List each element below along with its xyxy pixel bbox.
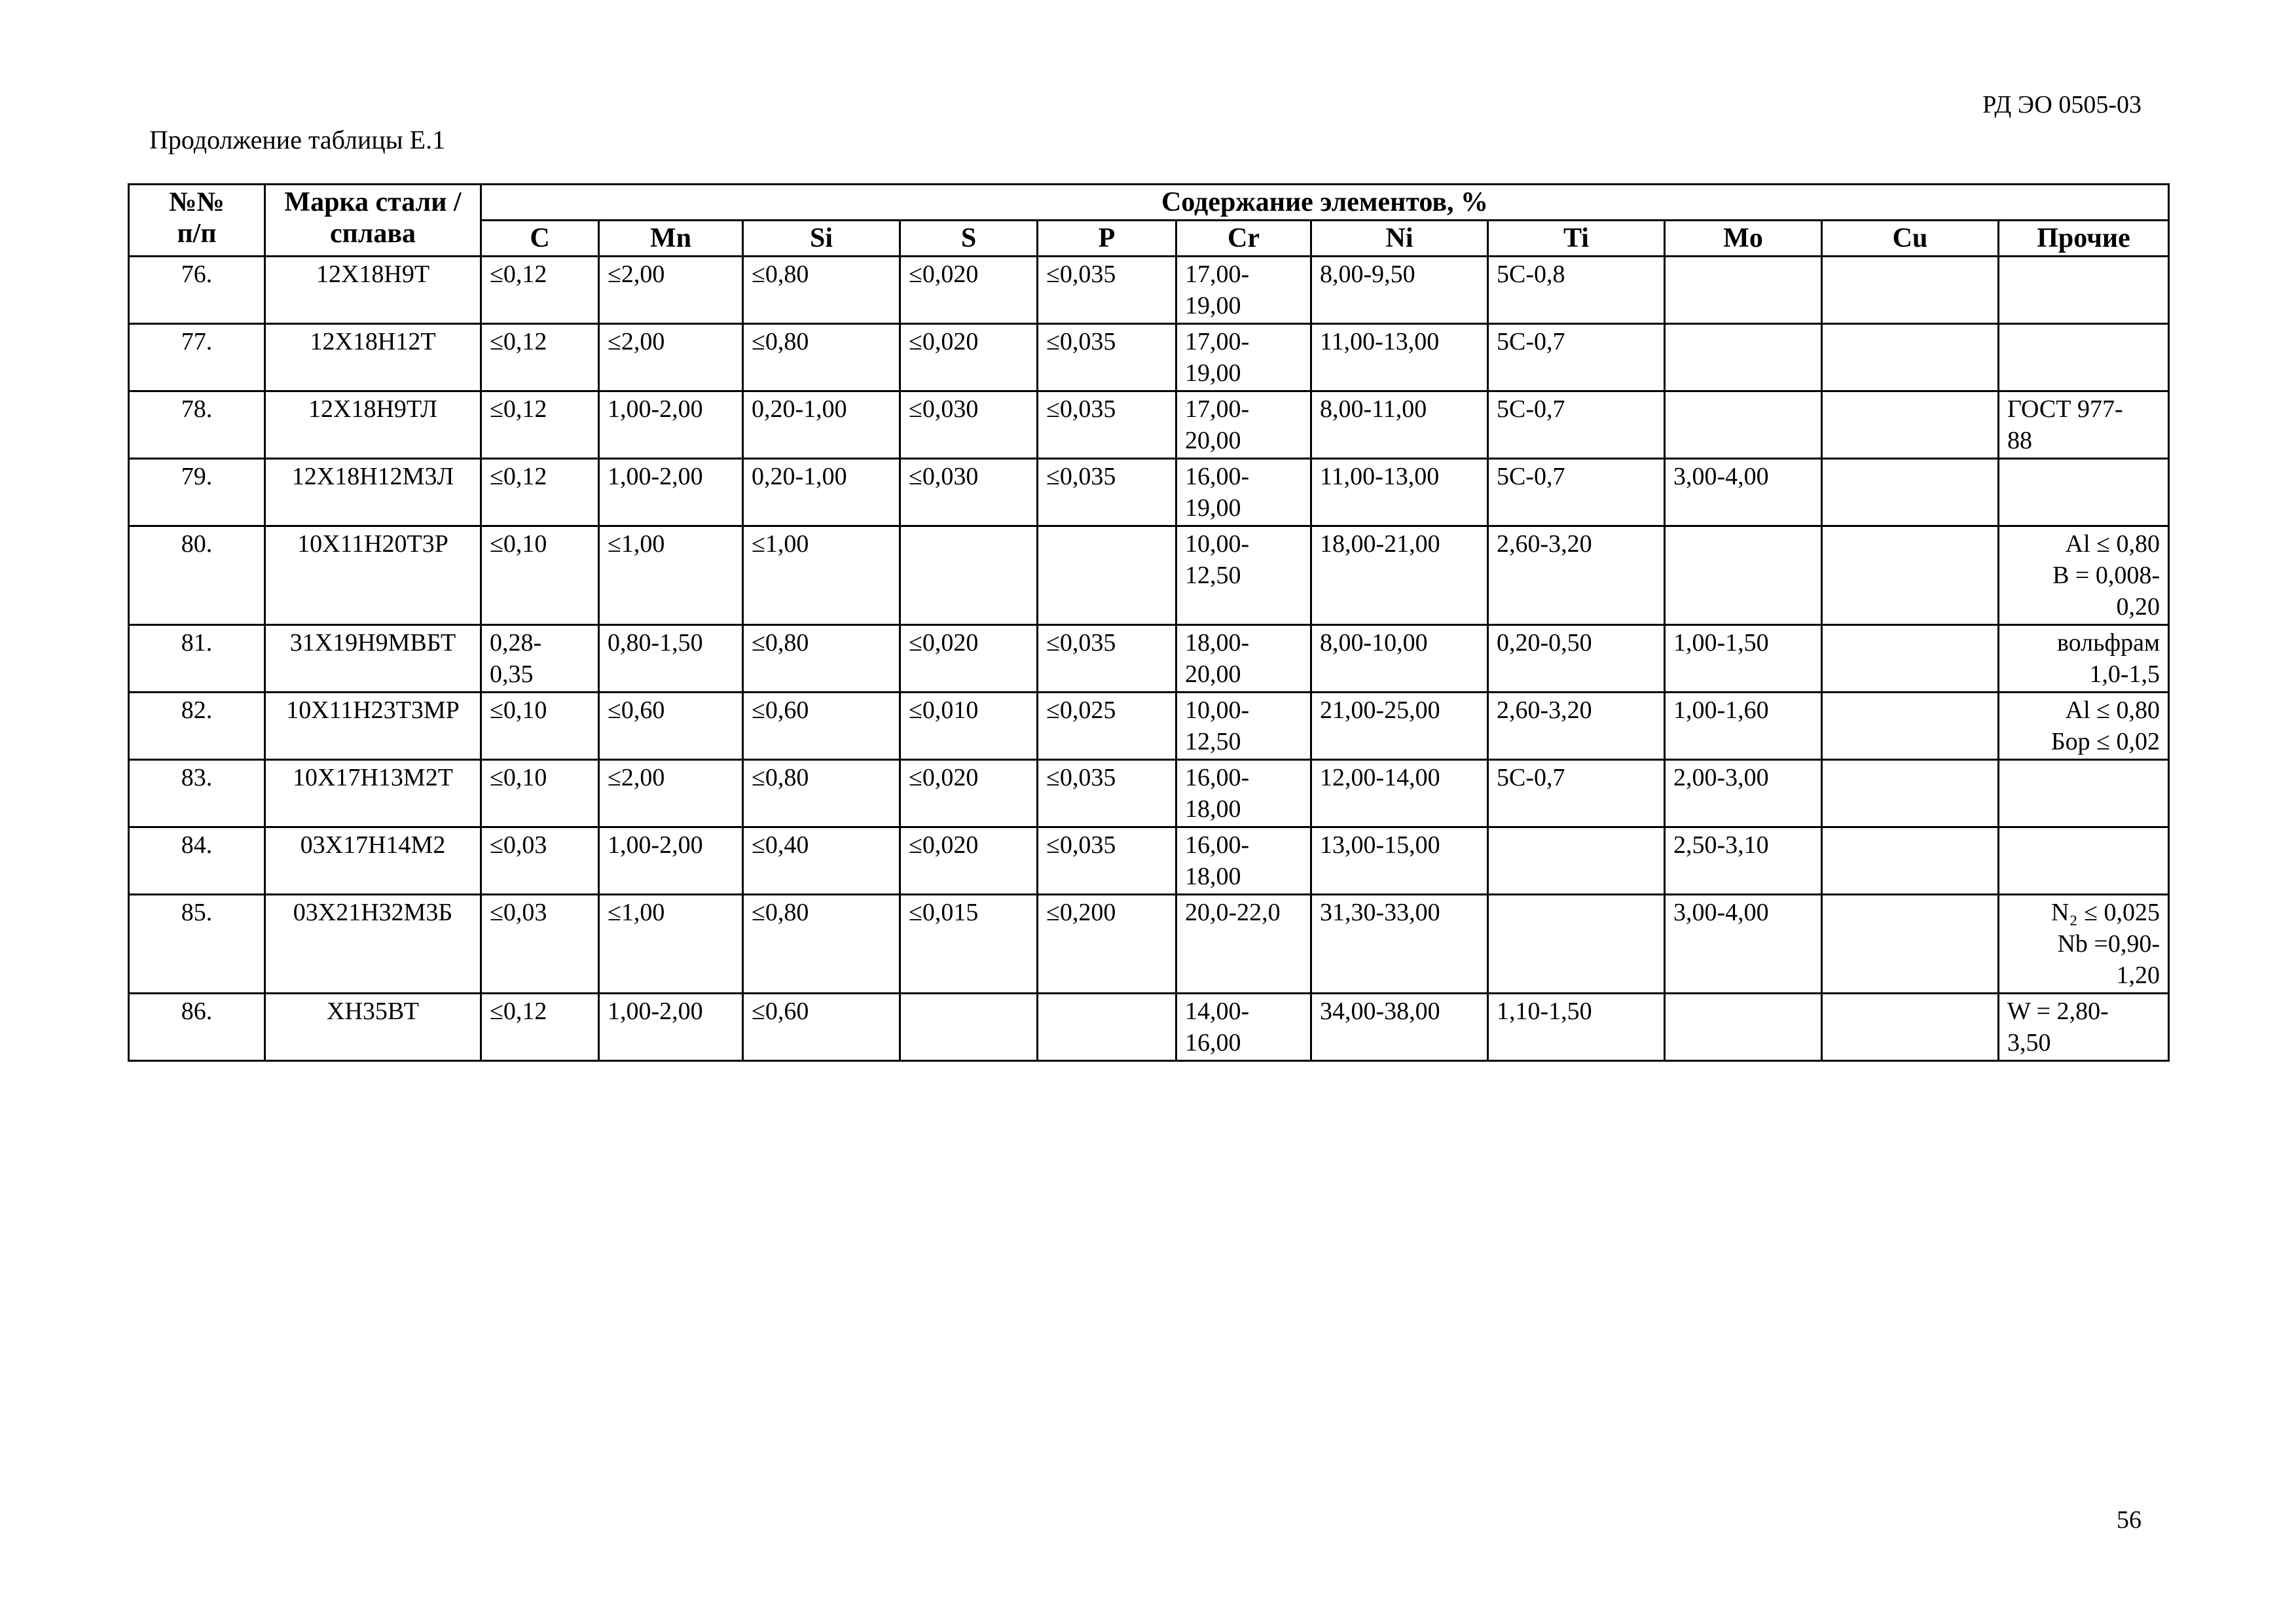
cell-line: ≤0,035 xyxy=(1046,395,1116,423)
cell-ni xyxy=(1311,459,1488,526)
cell-mn xyxy=(599,760,743,827)
cell-line: 20,0-22,0 xyxy=(1185,899,1281,926)
cell-mo xyxy=(1665,526,1822,625)
cell-p xyxy=(1038,257,1176,324)
cell-line: 1,0-1,5 xyxy=(2089,660,2160,688)
cell-line: 18,00- xyxy=(1185,629,1250,657)
cell-line: 2,60-3,20 xyxy=(1497,696,1592,724)
cell-line: ≤2,00 xyxy=(608,261,665,288)
cell-other xyxy=(1999,324,2169,391)
cell-line: ≤0,80 xyxy=(752,261,809,288)
cell-c xyxy=(481,257,599,324)
cell-line: ≤0,030 xyxy=(909,395,979,423)
cell-line: 0,20-1,00 xyxy=(752,463,847,490)
cell-mo xyxy=(1665,760,1822,827)
cell-mn xyxy=(599,827,743,895)
cell-line: ≤0,12 xyxy=(490,463,547,490)
cell-line: 2,60-3,20 xyxy=(1497,530,1592,558)
header-element-9: Cu xyxy=(1822,221,1999,257)
cell-s xyxy=(900,459,1038,526)
cell-mo xyxy=(1665,257,1822,324)
cell-line: 3,00-4,00 xyxy=(1673,463,1769,490)
cell-line: 2,00-3,00 xyxy=(1673,764,1769,791)
cell-p xyxy=(1038,827,1176,895)
cell-ti xyxy=(1488,827,1665,895)
cell-line: 17,00- xyxy=(1185,328,1250,355)
cell-cu xyxy=(1822,693,1999,760)
cell-line: 1,00-2,00 xyxy=(608,831,703,859)
cell-ni xyxy=(1311,994,1488,1061)
cell-line: 5C-0,7 xyxy=(1497,395,1565,423)
cell-line: 31,30-33,00 xyxy=(1320,899,1440,926)
cell-line: ≤0,12 xyxy=(490,261,547,288)
cell-line: 3,50 xyxy=(2007,1029,2051,1056)
cell-line: ≤0,035 xyxy=(1046,764,1116,791)
table-continuation-caption: Продолжение таблицы Е.1 xyxy=(149,125,446,154)
cell-cr xyxy=(1176,324,1311,391)
cell-si xyxy=(743,625,900,693)
page-number: 56 xyxy=(2117,1506,2141,1534)
header-element-6: Ni xyxy=(1311,221,1488,257)
cell-line: 18,00 xyxy=(1185,795,1241,823)
cell-line: ≤0,80 xyxy=(752,328,809,355)
cell-line: 0,35 xyxy=(490,660,534,688)
cell-cr xyxy=(1176,760,1311,827)
cell-mn xyxy=(599,459,743,526)
cell-line: ≤0,025 xyxy=(1046,696,1116,724)
cell-line: ≤0,80 xyxy=(752,899,809,926)
cell-line: 0,20-1,00 xyxy=(752,395,847,423)
cell-line: 1,00-1,60 xyxy=(1673,696,1769,724)
cell-s xyxy=(900,760,1038,827)
cell-s xyxy=(900,257,1038,324)
cell-cu xyxy=(1822,526,1999,625)
cell-s xyxy=(900,693,1038,760)
cell-line: 0,28- xyxy=(490,629,542,657)
cell-ti xyxy=(1488,526,1665,625)
cell-line: ≤0,035 xyxy=(1046,831,1116,859)
cell-line: Al ≤ 0,80 xyxy=(2065,696,2160,724)
table-row xyxy=(129,625,2169,693)
cell-line: 10,00- xyxy=(1185,530,1250,558)
cell-line: ≤0,035 xyxy=(1046,328,1116,355)
cell-steel-grade: 12Х18Н9Т xyxy=(265,257,481,324)
cell-steel-grade: 03Х17Н14М2 xyxy=(265,827,481,895)
cell-line: ≤2,00 xyxy=(608,328,665,355)
cell-ti xyxy=(1488,257,1665,324)
cell-steel-grade: 12Х18Н12М3Л xyxy=(265,459,481,526)
cell-p xyxy=(1038,625,1176,693)
cell-mo xyxy=(1665,895,1822,994)
cell-line: ≤0,60 xyxy=(608,696,665,724)
cell-line: 11,00-13,00 xyxy=(1320,328,1440,355)
cell-c xyxy=(481,895,599,994)
cell-ti xyxy=(1488,459,1665,526)
cell-ti xyxy=(1488,324,1665,391)
cell-c xyxy=(481,994,599,1061)
cell-si xyxy=(743,693,900,760)
cell-s xyxy=(900,526,1038,625)
cell-line: 20,00 xyxy=(1185,427,1241,454)
cell-other xyxy=(1999,257,2169,324)
cell-line: 16,00- xyxy=(1185,831,1250,859)
cell-line: 20,00 xyxy=(1185,660,1241,688)
cell-line: 16,00- xyxy=(1185,764,1250,791)
cell-line: 16,00 xyxy=(1185,1029,1241,1056)
cell-other xyxy=(1999,895,2169,994)
cell-line: ≤0,020 xyxy=(909,629,979,657)
cell-line: Бор ≤ 0,02 xyxy=(2050,728,2160,755)
cell-p xyxy=(1038,693,1176,760)
cell-ni xyxy=(1311,391,1488,459)
cell-line: 0,80-1,50 xyxy=(608,629,703,657)
cell-line: N₂ ≤ 0,025 xyxy=(2050,899,2160,926)
cell-cu xyxy=(1822,324,1999,391)
cell-si xyxy=(743,526,900,625)
cell-line: Al ≤ 0,80 xyxy=(2065,530,2160,558)
cell-si xyxy=(743,994,900,1061)
table-row xyxy=(129,257,2169,324)
cell-line: ≤0,020 xyxy=(909,328,979,355)
cell-line: 21,00-25,00 xyxy=(1320,696,1440,724)
cell-ti xyxy=(1488,391,1665,459)
header-element-1: Mn xyxy=(599,221,743,257)
cell-cr xyxy=(1176,827,1311,895)
cell-p xyxy=(1038,994,1176,1061)
table-row xyxy=(129,391,2169,459)
cell-cr xyxy=(1176,257,1311,324)
cell-line: 13,00-15,00 xyxy=(1320,831,1440,859)
cell-line: 2,50-3,10 xyxy=(1673,831,1769,859)
header-steel-grade xyxy=(265,185,481,257)
cell-cr xyxy=(1176,625,1311,693)
cell-si xyxy=(743,760,900,827)
cell-cr xyxy=(1176,391,1311,459)
cell-line: ≤1,00 xyxy=(608,899,665,926)
cell-cu xyxy=(1822,257,1999,324)
cell-cr xyxy=(1176,459,1311,526)
table-row xyxy=(129,994,2169,1061)
cell-row-number: 83. xyxy=(129,760,265,827)
cell-line: ≤0,10 xyxy=(490,764,547,791)
header-steel-grade-line-2: сплава xyxy=(329,219,416,249)
cell-steel-grade: 10Х11Н20Т3Р xyxy=(265,526,481,625)
cell-mo xyxy=(1665,994,1822,1061)
cell-cu xyxy=(1822,760,1999,827)
cell-p xyxy=(1038,526,1176,625)
cell-line: 8,00-9,50 xyxy=(1320,261,1415,288)
cell-line: 17,00- xyxy=(1185,261,1250,288)
cell-mn xyxy=(599,895,743,994)
cell-c xyxy=(481,391,599,459)
cell-line: ≤0,10 xyxy=(490,530,547,558)
cell-si xyxy=(743,391,900,459)
cell-line: ≤0,020 xyxy=(909,261,979,288)
cell-other xyxy=(1999,994,2169,1061)
cell-line: 19,00 xyxy=(1185,359,1241,387)
cell-ni xyxy=(1311,693,1488,760)
cell-line: 1,00-1,50 xyxy=(1673,629,1769,657)
cell-cr xyxy=(1176,994,1311,1061)
cell-line: 1,10-1,50 xyxy=(1497,998,1592,1025)
cell-ni xyxy=(1311,895,1488,994)
cell-line: ГОСТ 977- xyxy=(2007,395,2123,423)
cell-row-number: 86. xyxy=(129,994,265,1061)
table-row xyxy=(129,324,2169,391)
header-element-content: Содержание элементов, % xyxy=(481,185,2169,221)
table-row xyxy=(129,895,2169,994)
cell-steel-grade: 10Х11Н23Т3МР xyxy=(265,693,481,760)
cell-ni xyxy=(1311,324,1488,391)
header-element-5: Cr xyxy=(1176,221,1311,257)
cell-other xyxy=(1999,625,2169,693)
cell-line: 34,00-38,00 xyxy=(1320,998,1440,1025)
table-row xyxy=(129,459,2169,526)
cell-ti xyxy=(1488,895,1665,994)
cell-line: ≤0,03 xyxy=(490,899,547,926)
cell-s xyxy=(900,895,1038,994)
cell-line: ≤0,60 xyxy=(752,998,809,1025)
cell-ti xyxy=(1488,760,1665,827)
header-element-3: S xyxy=(900,221,1038,257)
cell-row-number: 76. xyxy=(129,257,265,324)
cell-mo xyxy=(1665,391,1822,459)
cell-si xyxy=(743,895,900,994)
cell-steel-grade: 12Х18Н12Т xyxy=(265,324,481,391)
cell-line: B = 0,008- xyxy=(2052,562,2160,589)
cell-line: ≤0,035 xyxy=(1046,463,1116,490)
cell-ti xyxy=(1488,994,1665,1061)
cell-mn xyxy=(599,693,743,760)
cell-line: ≤0,12 xyxy=(490,998,547,1025)
cell-cu xyxy=(1822,827,1999,895)
cell-line: ≤0,035 xyxy=(1046,629,1116,657)
cell-p xyxy=(1038,895,1176,994)
cell-c xyxy=(481,693,599,760)
cell-line: ≤0,030 xyxy=(909,463,979,490)
cell-line: 8,00-11,00 xyxy=(1320,395,1427,423)
cell-si xyxy=(743,459,900,526)
cell-c xyxy=(481,625,599,693)
cell-s xyxy=(900,994,1038,1061)
cell-steel-grade: 10Х17Н13М2Т xyxy=(265,760,481,827)
table-row xyxy=(129,526,2169,625)
cell-s xyxy=(900,625,1038,693)
cell-cr xyxy=(1176,895,1311,994)
header-row-number-line-1: №№ xyxy=(169,187,225,217)
cell-row-number: 77. xyxy=(129,324,265,391)
cell-line: ≤0,10 xyxy=(490,696,547,724)
cell-ni xyxy=(1311,760,1488,827)
cell-row-number: 79. xyxy=(129,459,265,526)
cell-si xyxy=(743,257,900,324)
cell-line: 14,00- xyxy=(1185,998,1250,1025)
cell-ti xyxy=(1488,693,1665,760)
steel-composition-table xyxy=(128,183,2170,1062)
cell-mn xyxy=(599,257,743,324)
cell-si xyxy=(743,827,900,895)
cell-row-number: 82. xyxy=(129,693,265,760)
table-body xyxy=(129,257,2169,1061)
cell-line: 0,20-0,50 xyxy=(1497,629,1592,657)
cell-line: ≤2,00 xyxy=(608,764,665,791)
cell-mo xyxy=(1665,324,1822,391)
cell-other xyxy=(1999,459,2169,526)
cell-c xyxy=(481,459,599,526)
cell-line: 19,00 xyxy=(1185,494,1241,522)
cell-line: 5C-0,8 xyxy=(1497,261,1565,288)
table-row xyxy=(129,760,2169,827)
cell-line: 16,00- xyxy=(1185,463,1250,490)
header-row-number-line-2: п/п xyxy=(177,219,217,249)
cell-ni xyxy=(1311,625,1488,693)
cell-line: ≤0,03 xyxy=(490,831,547,859)
cell-s xyxy=(900,324,1038,391)
cell-line: 0,20 xyxy=(2116,593,2160,621)
cell-line: ≤0,015 xyxy=(909,899,979,926)
header-element-2: Si xyxy=(743,221,900,257)
header-element-10: Прочие xyxy=(1999,221,2169,257)
cell-line: ≤0,12 xyxy=(490,395,547,423)
cell-line: 1,00-2,00 xyxy=(608,998,703,1025)
cell-mn xyxy=(599,625,743,693)
cell-line: ≤0,40 xyxy=(752,831,809,859)
cell-mo xyxy=(1665,693,1822,760)
cell-mn xyxy=(599,526,743,625)
cell-s xyxy=(900,391,1038,459)
document-code: РД ЭО 0505-03 xyxy=(1982,91,2141,118)
table-row xyxy=(129,693,2169,760)
cell-s xyxy=(900,827,1038,895)
cell-line: 88 xyxy=(2007,427,2032,454)
cell-line: ≤0,035 xyxy=(1046,261,1116,288)
cell-line: ≤0,80 xyxy=(752,764,809,791)
header-row-number xyxy=(129,185,265,257)
cell-ni xyxy=(1311,257,1488,324)
cell-steel-grade: 31Х19Н9МВБТ xyxy=(265,625,481,693)
cell-line: ≤1,00 xyxy=(752,530,809,558)
cell-line: 18,00-21,00 xyxy=(1320,530,1440,558)
cell-p xyxy=(1038,459,1176,526)
cell-line: 11,00-13,00 xyxy=(1320,463,1440,490)
cell-line: ≤0,020 xyxy=(909,831,979,859)
cell-line: W = 2,80- xyxy=(2007,998,2109,1025)
cell-line: 5C-0,7 xyxy=(1497,463,1565,490)
cell-mn xyxy=(599,994,743,1061)
header-element-4: P xyxy=(1038,221,1176,257)
cell-row-number: 78. xyxy=(129,391,265,459)
cell-line: 10,00- xyxy=(1185,696,1250,724)
cell-ni xyxy=(1311,526,1488,625)
cell-mo xyxy=(1665,625,1822,693)
header-element-8: Mo xyxy=(1665,221,1822,257)
cell-cu xyxy=(1822,895,1999,994)
cell-mo xyxy=(1665,827,1822,895)
cell-other xyxy=(1999,760,2169,827)
cell-line: 8,00-10,00 xyxy=(1320,629,1428,657)
cell-line: 1,20 xyxy=(2116,962,2160,989)
cell-line: ≤0,020 xyxy=(909,764,979,791)
cell-ti xyxy=(1488,625,1665,693)
cell-ni xyxy=(1311,827,1488,895)
cell-other xyxy=(1999,693,2169,760)
cell-cu xyxy=(1822,459,1999,526)
cell-c xyxy=(481,760,599,827)
cell-line: ≤0,200 xyxy=(1046,899,1116,926)
cell-line: 1,00-2,00 xyxy=(608,395,703,423)
cell-other xyxy=(1999,526,2169,625)
cell-line: 17,00- xyxy=(1185,395,1250,423)
cell-row-number: 84. xyxy=(129,827,265,895)
cell-line: 19,00 xyxy=(1185,292,1241,319)
cell-cr xyxy=(1176,526,1311,625)
cell-p xyxy=(1038,391,1176,459)
cell-line: 1,00-2,00 xyxy=(608,463,703,490)
cell-row-number: 81. xyxy=(129,625,265,693)
cell-steel-grade: ХН35ВТ xyxy=(265,994,481,1061)
cell-p xyxy=(1038,324,1176,391)
cell-mn xyxy=(599,324,743,391)
cell-steel-grade: 12Х18Н9ТЛ xyxy=(265,391,481,459)
cell-line: 12,50 xyxy=(1185,562,1241,589)
cell-line: 18,00 xyxy=(1185,863,1241,890)
cell-line: Nb =0,90- xyxy=(2057,930,2160,958)
cell-c xyxy=(481,324,599,391)
table-header-row-1 xyxy=(129,185,2169,221)
cell-other xyxy=(1999,391,2169,459)
cell-line: 3,00-4,00 xyxy=(1673,899,1769,926)
cell-cu xyxy=(1822,625,1999,693)
cell-row-number: 85. xyxy=(129,895,265,994)
cell-line: ≤0,12 xyxy=(490,328,547,355)
cell-p xyxy=(1038,760,1176,827)
table-row xyxy=(129,827,2169,895)
cell-line: 5C-0,7 xyxy=(1497,328,1565,355)
cell-c xyxy=(481,827,599,895)
cell-line: ≤0,80 xyxy=(752,629,809,657)
cell-row-number: 80. xyxy=(129,526,265,625)
cell-line: ≤0,010 xyxy=(909,696,979,724)
header-element-7: Ti xyxy=(1488,221,1665,257)
header-element-0: C xyxy=(481,221,599,257)
cell-cr xyxy=(1176,693,1311,760)
cell-cu xyxy=(1822,391,1999,459)
cell-line: 12,00-14,00 xyxy=(1320,764,1440,791)
cell-mo xyxy=(1665,459,1822,526)
header-steel-grade-line-1: Марка стали / xyxy=(284,187,462,217)
cell-mn xyxy=(599,391,743,459)
cell-line: 12,50 xyxy=(1185,728,1241,755)
cell-line: 5C-0,7 xyxy=(1497,764,1565,791)
cell-other xyxy=(1999,827,2169,895)
cell-c xyxy=(481,526,599,625)
cell-steel-grade: 03Х21Н32М3Б xyxy=(265,895,481,994)
cell-line: вольфрам xyxy=(2057,629,2160,657)
cell-line: ≤1,00 xyxy=(608,530,665,558)
cell-si xyxy=(743,324,900,391)
cell-line: ≤0,60 xyxy=(752,696,809,724)
cell-cu xyxy=(1822,994,1999,1061)
